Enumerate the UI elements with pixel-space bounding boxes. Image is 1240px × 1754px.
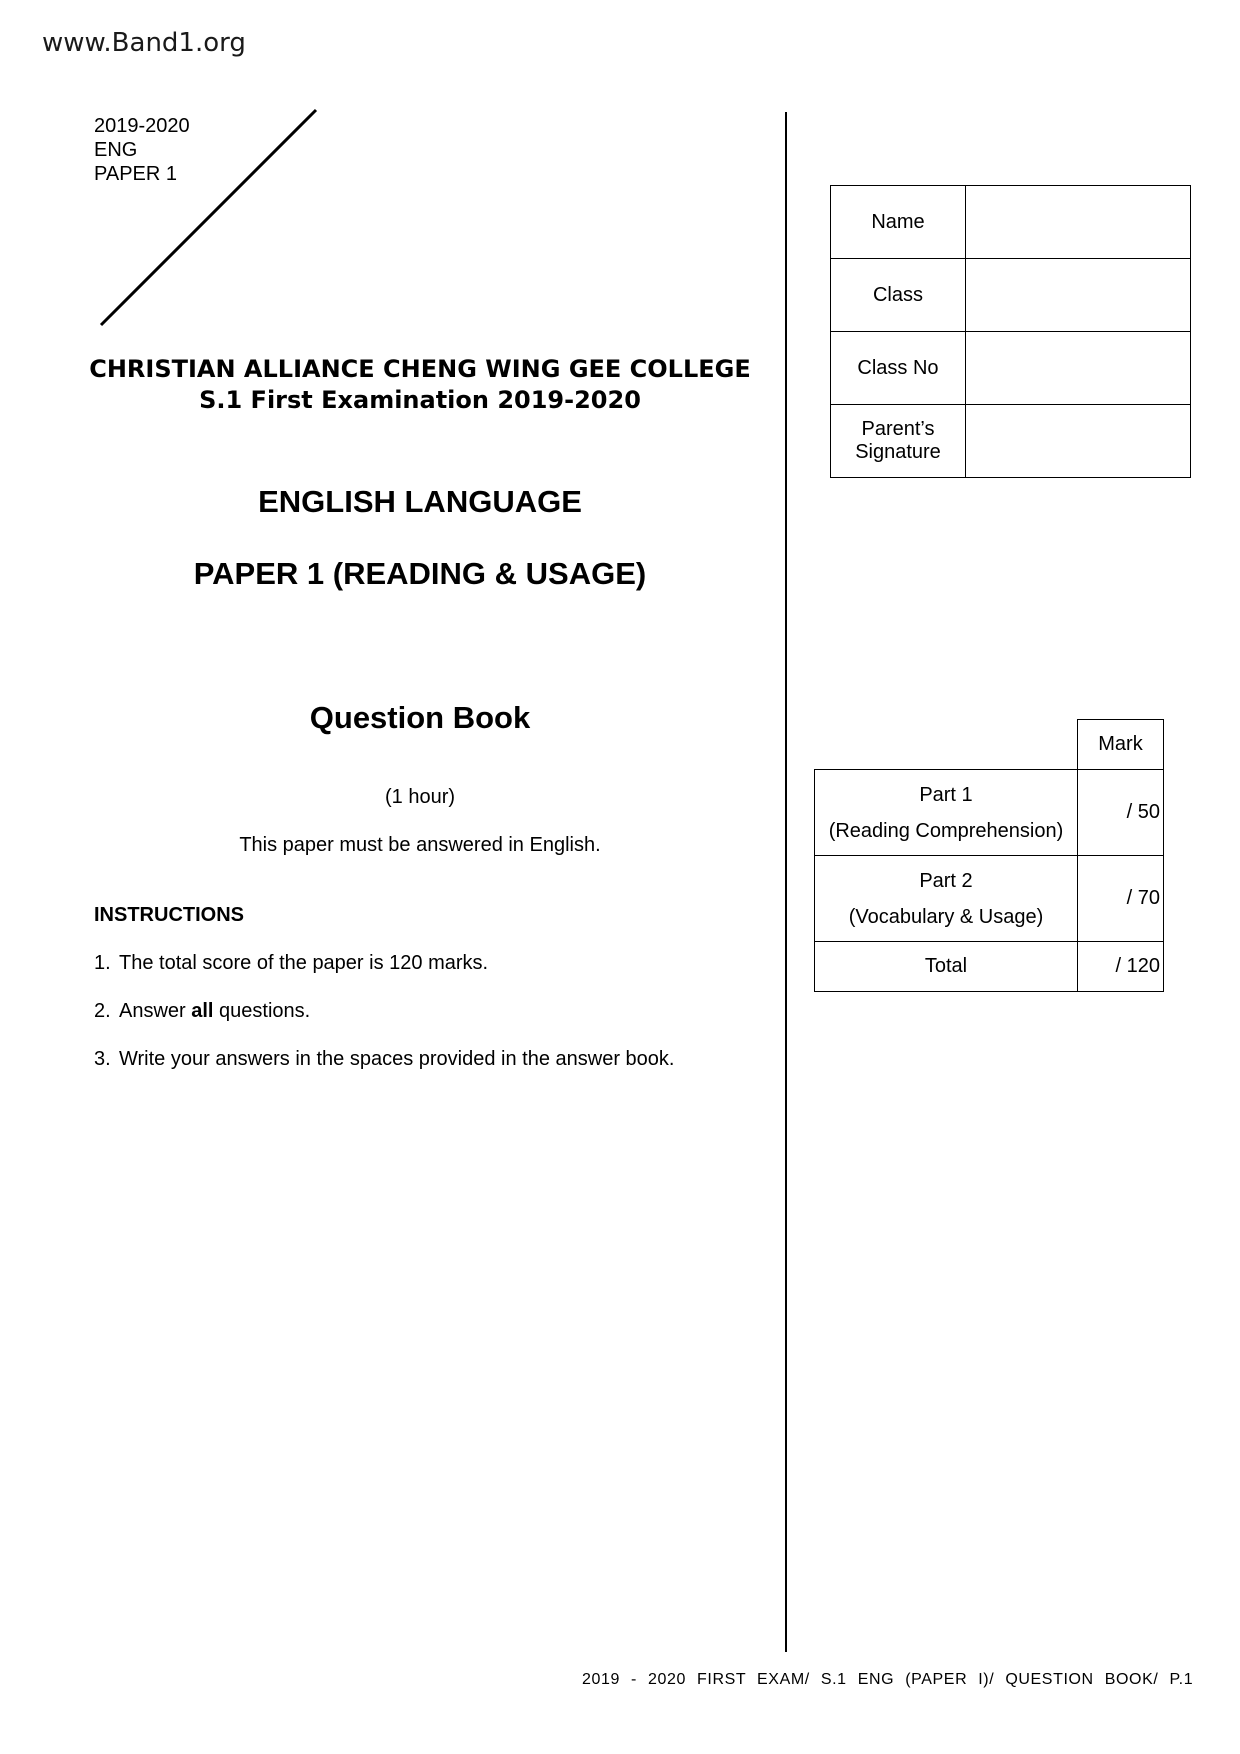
table-row — [831, 332, 1191, 405]
school-name: CHRISTIAN ALLIANCE CHENG WING GEE COLLEGE — [89, 355, 751, 383]
class-label: Class — [831, 259, 966, 332]
part-1-score[interactable]: / 50 — [1078, 770, 1164, 856]
instruction-number: 1. — [94, 952, 111, 974]
table-row — [815, 770, 1164, 856]
exam-name: S.1 First Examination 2019-2020 — [199, 386, 641, 414]
instructions-heading: INSTRUCTIONS — [94, 904, 244, 926]
table-row — [831, 186, 1191, 259]
book-title: Question Book — [309, 700, 531, 735]
instruction-text: The total score of the paper is 120 marks. — [119, 952, 489, 974]
exam-code-year: 2019-2020 — [94, 115, 190, 137]
parent-signature-field[interactable] — [966, 405, 1191, 478]
vertical-divider — [785, 112, 787, 1652]
instruction-number: 3. — [94, 1048, 111, 1070]
mark-header: Mark — [1078, 720, 1164, 770]
class-no-field[interactable] — [966, 332, 1191, 405]
instruction-item — [94, 952, 488, 975]
school-heading — [40, 354, 800, 416]
instruction-text-emphasis: all — [191, 1000, 214, 1022]
part-2-name: Part 2 — [919, 869, 973, 892]
part-1-desc: (Reading Comprehension) — [828, 819, 1064, 842]
instruction-text-post: questions. — [213, 1000, 311, 1022]
table-row — [831, 259, 1191, 332]
student-info-table — [830, 185, 1191, 478]
exam-code-paper: PAPER 1 — [94, 163, 177, 185]
duration: (1 hour) — [384, 786, 456, 808]
class-no-label: Class No — [831, 332, 966, 405]
total-label: Total — [815, 942, 1078, 992]
name-label: Name — [831, 186, 966, 259]
part-2-desc: (Vocabulary & Usage) — [848, 905, 1044, 928]
part-1-name: Part 1 — [919, 783, 973, 806]
diagonal-line — [95, 106, 325, 334]
table-row — [815, 720, 1164, 770]
class-field[interactable] — [966, 259, 1191, 332]
watermark-text: www.Band1.org — [42, 28, 246, 58]
subject-title: ENGLISH LANGUAGE — [258, 484, 582, 519]
instruction-item — [94, 1000, 310, 1023]
mark-table — [814, 719, 1164, 992]
paper-title: PAPER 1 (READING & USAGE) — [193, 556, 647, 591]
part-1-cell — [815, 770, 1078, 856]
instruction-text: Write your answers in the spaces provided in the answer book. — [119, 1048, 675, 1070]
instruction-number: 2. — [94, 1000, 111, 1022]
instruction-item — [94, 1048, 674, 1071]
language-note: This paper must be answered in English. — [239, 834, 601, 856]
page-footer: 2019 - 2020 FIRST EXAM/ S.1 ENG (PAPER I)/ QUESTION BOOK/ P.1 — [582, 1671, 1194, 1688]
blank-cell — [815, 720, 1078, 770]
parent-signature-label — [831, 405, 966, 478]
parent-signature-label-line1: Parent’s — [861, 418, 935, 440]
name-field[interactable] — [966, 186, 1191, 259]
instruction-text-pre: Answer — [119, 1000, 192, 1022]
part-2-score[interactable]: / 70 — [1078, 856, 1164, 942]
table-row — [831, 405, 1191, 478]
table-row — [815, 856, 1164, 942]
part-2-cell — [815, 856, 1078, 942]
total-score[interactable]: / 120 — [1078, 942, 1164, 992]
table-row — [815, 942, 1164, 992]
parent-signature-label-line2: Signature — [855, 441, 941, 463]
exam-code-subject: ENG — [94, 139, 138, 161]
